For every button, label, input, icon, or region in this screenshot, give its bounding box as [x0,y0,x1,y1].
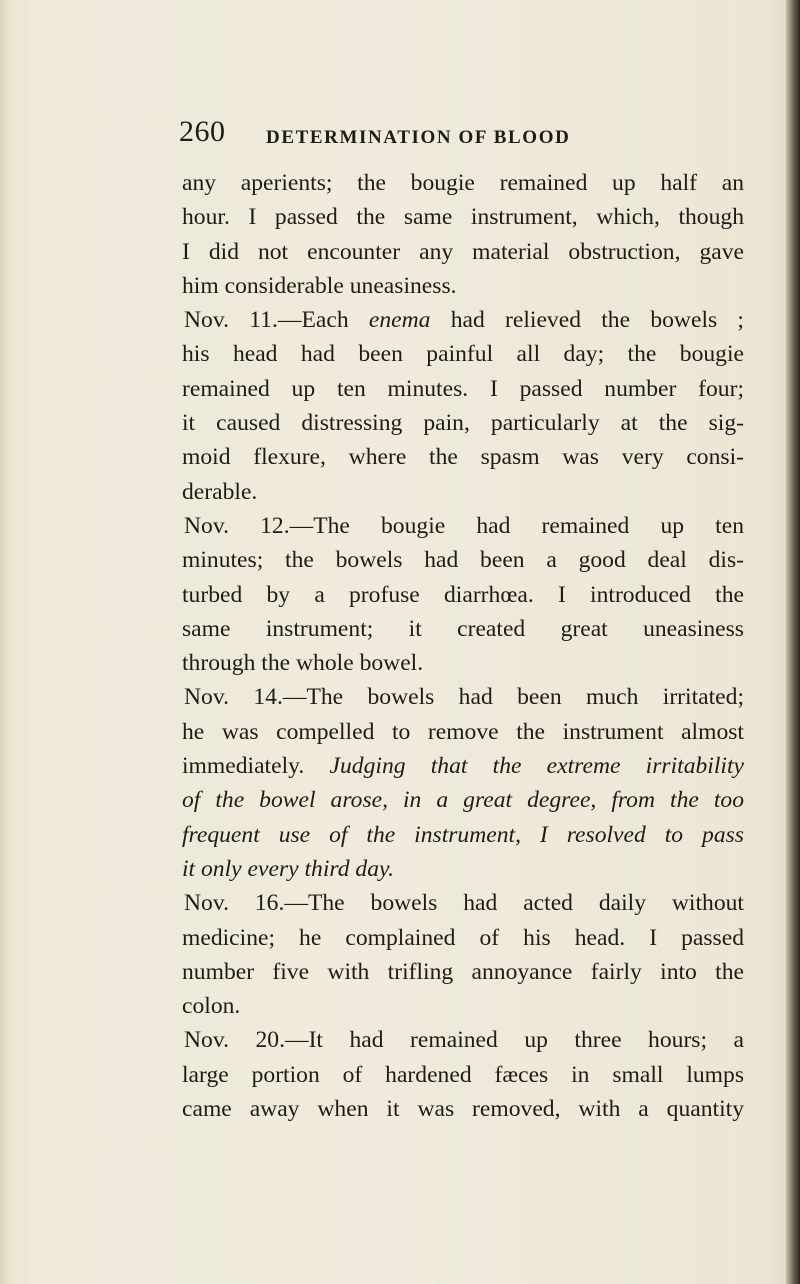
text-line [182,818,744,852]
text-line: minutes; the bowels had been a good deal dis- [182,547,744,574]
text-line: moid flexure, where the spasm was very consi- [182,444,744,471]
text-line [182,749,744,783]
body-text [182,166,744,1126]
page-right-edge-shadow [786,0,800,1284]
text-line: he was compelled to remove the instrument almost [182,718,744,745]
text-line: it caused distressing pain, particularly at the sig- [182,410,744,437]
italic-text: enema [368,307,431,334]
text-line: number five with trifling annoyance fairly into the [182,958,744,985]
text-segment: immediately. [182,753,305,780]
text-line: derable. [182,478,258,505]
text-line: colon. [182,993,241,1020]
running-head: DETERMINATION OF BLOOD [266,127,571,148]
text-line: any aperients; the bougie remained up half an [182,170,744,196]
text-line [182,852,744,886]
text-line: large portion of hardened fæces in small lumps [182,1061,744,1088]
text-line: hour. I passed the same instrument, which, though [182,204,744,231]
italic-text: it only every third day. [182,855,395,882]
text-line: Nov. 20.—It had remained up three hours; a [184,1027,744,1054]
italic-text: frequent use of the instrument, I resolved to pass [182,821,744,848]
text-line: same instrument; it created great uneasiness [182,615,744,642]
text-line: I did not encounter any material obstruction, gave [182,238,744,265]
text-line: medicine; he complained of his head. I passed [182,924,744,951]
text-line: came away when it was removed, with a quantity [182,1096,744,1123]
text-line: remained up ten minutes. I passed number four; [182,375,744,402]
text-line: Nov. 14.—The bowels had been much irritated; [184,684,744,711]
page-number: 260 [179,115,226,148]
text-line: Nov. 12.—The bougie had remained up ten [184,512,744,539]
page-left-edge [0,0,10,1284]
text-segment: Nov. 11.—Each [184,307,369,334]
italic-text: Judging that the extreme irritability [329,753,744,780]
text-line: him considerable uneasiness. [182,272,457,299]
text-segment: had relieved the bowels ; [430,307,744,334]
page-header [179,115,739,155]
text-line: Nov. 16.—The bowels had acted daily without [184,890,744,917]
text-line [182,783,744,817]
text-line: through the whole bowel. [182,650,424,677]
italic-text: of the bowel arose, in a great degree, from the too [182,787,744,814]
text-line: his head had been painful all day; the bougie [182,341,744,368]
text-line: turbed by a profuse diarrhœa. I introduced the [182,581,744,608]
text-line [182,303,744,337]
